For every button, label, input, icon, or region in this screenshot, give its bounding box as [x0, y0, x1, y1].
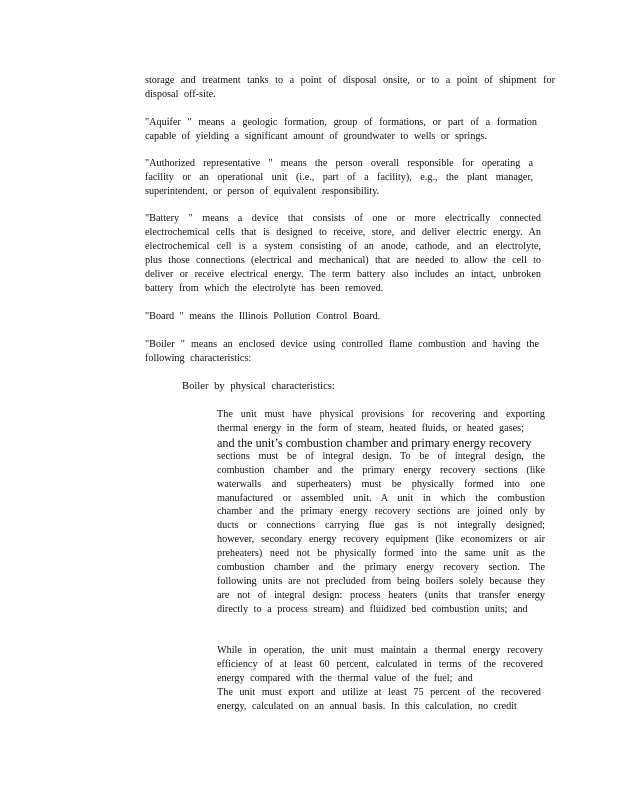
integral-design-text-2: sections must be of integral design. To be of integral design, the combustion chamber and the primary energy recovery sections (like waterwalls and superheaters) must be physically formed into one manufactured or assembled unit. A unit in which the combustion chamber and the primary energy recovery sections are joined only by ducts or connections carrying flue gas is not integrally designed; however, secondary energy recovery equipment (like economizers or air preheaters) need not be physically formed into the same unit as the combustion chamber and the primary energy recovery section. The following units are not precluded from being boilers solely because they are not of integral design: process heaters (units that transfer energy directly to a process stream) and fluidized bed combustion units; and	[217, 450, 545, 615]
export-paragraph: The unit must export and utilize at least 75 percent of the recovered energy, calculated on an annual basis. In this calculation, no credit	[217, 687, 541, 712]
authorized-representative-definition: "Authorized representative " means the person overall responsible for operating a facility or an operational unit (i.e., part of a facility), e.g., the plant manager, superintendent, or person of equivalent responsibility.	[145, 158, 533, 197]
integral-design-paragraph	[217, 408, 545, 617]
integral-design-large-line: and the unit’s combustion chamber and primary energy recovery	[217, 435, 532, 450]
boiler-physical-heading: Boiler by physical characteristics:	[182, 381, 335, 392]
board-definition: "Board " means the Illinois Pollution Control Board.	[145, 311, 381, 322]
aquifer-definition: "Aquifer " means a geologic formation, group of formations, or part of a formation capable of yielding a significant amount of groundwater to wells or springs.	[145, 117, 537, 142]
boiler-definition: "Boiler " means an enclosed device using controlled flame combustion and having the following characteristics:	[145, 339, 539, 364]
storage-paragraph: storage and treatment tanks to a point of disposal onsite, or to a point of shipment for disposal off-site.	[145, 75, 555, 100]
integral-design-text-1: The unit must have physical provisions for recovering and exporting thermal energy in the form of steam, heated fluids, or heated gases;	[217, 409, 545, 434]
battery-definition: "Battery " means a device that consists of one or more electrically connected electrochemical cells that is designed to receive, store, and deliver electric energy. An electrochemical cell is a system consisting of an anode, cathode, and an electrolyte, plus those connections (electrical and mechanical) that are needed to allow the cell to deliver or receive electrical energy. The term battery also includes an intact, unbroken battery from which the electrolyte has been removed.	[145, 213, 541, 294]
efficiency-paragraph: While in operation, the unit must maintain a thermal energy recovery efficiency of at least 60 percent, calculated in terms of the recovered energy compared with the thermal value of the fuel; and	[217, 645, 543, 684]
